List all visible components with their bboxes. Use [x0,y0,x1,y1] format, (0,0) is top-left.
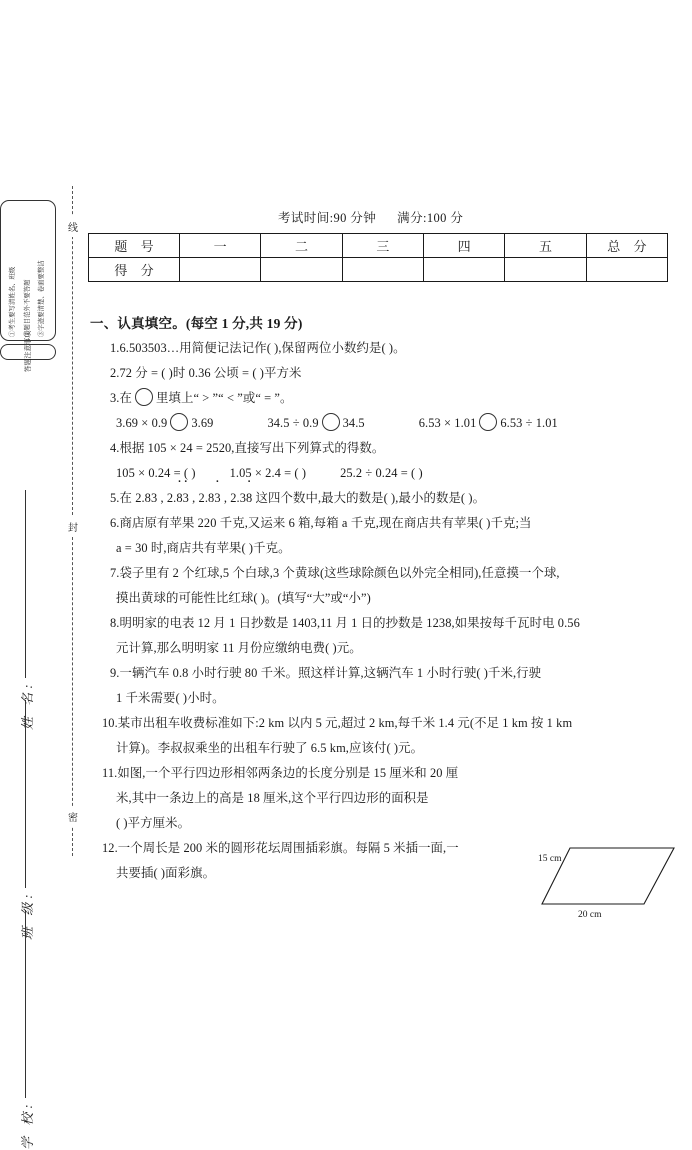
compare-circle-inline[interactable] [135,388,153,406]
score-cell-3[interactable] [342,258,423,282]
repeating-digit-a2: · 3 [183,486,189,511]
question-2-number: 2. [110,366,120,380]
compare-1-right: 3.69 [191,416,214,430]
question-2 [88,361,676,386]
parallelogram-shape [540,842,676,912]
question-8-number: 8. [110,616,120,630]
score-table-col-total: 总 分 [586,234,667,258]
question-1 [88,336,676,361]
calc-expr-1[interactable]: 105 × 0.24 = ( ) [116,466,196,480]
notice-box-label-text: 答题注意事项 [23,331,32,373]
question-1-text: 6.503503…用简便记法记作( ),保留两位小数约是( )。 [119,341,406,355]
question-9-line-2-wrap [88,686,676,711]
student-school-rule [24,910,26,1098]
question-9-line-2: 1 千米需要( )小时。 [116,691,225,705]
question-12-number: 12. [102,841,118,855]
section-1-title: 一、认真填空。(每空 1 分,共 19 分) [90,316,303,331]
notice-item-3: ③字迹要清楚、卷面要整洁 [37,260,45,337]
question-5-text-a: , 2.8 [188,491,215,505]
notice-item-list [0,200,56,341]
compare-2-left: 34.5 ÷ 0.9 [267,416,319,430]
compare-1-left: 3.69 × 0.9 [116,416,168,430]
calc-expr-3[interactable]: 25.2 ÷ 0.24 = ( ) [340,466,423,480]
question-7-line-2-wrap [88,586,676,611]
repeating-digit-b: · 3 [214,486,220,511]
question-5-prefix: 在 2.83 , 2. [119,491,177,505]
question-10-number: 10. [102,716,118,730]
question-5 [88,486,676,511]
question-10 [88,711,676,736]
question-7-line-1: 袋子里有 2 个红球,5 个白球,3 个黄球(这些球除颜色以外完全相同),任意摸一个球, [119,566,560,580]
question-4 [88,436,676,461]
calc-expr-2[interactable]: 1.05 × 2.4 = ( ) [229,466,307,480]
question-4-number: 4. [110,441,120,455]
score-cell-total[interactable] [586,258,667,282]
question-list [88,336,676,886]
compare-2-right: 34.5 [342,416,365,430]
student-class-field[interactable] [12,700,40,940]
score-table-col-1: 一 [180,234,261,258]
question-9-line-1: 一辆汽车 0.8 小时行驶 80 千米。照这样计算,这辆汽车 1 小时行驶( )千米,行驶 [119,666,542,680]
score-table-col-2: 二 [261,234,342,258]
score-cell-5[interactable] [505,258,586,282]
question-8-line-1: 明明家的电表 12 月 1 日抄数是 1403,11 月 1 日的抄数是 1238,如果按每千瓦时电 0.56 [119,616,580,630]
notice-item-2: ②题目范外不要答题 [23,279,31,337]
compare-circle-3[interactable] [479,413,497,431]
question-1-number: 1. [110,341,120,355]
seal-char-feng: 封 [66,516,80,537]
question-2-text: 72 分 = ( )时 0.36 公顷 = ( )平方米 [119,366,302,380]
question-10-line-1: 某市出租车收费标准如下:2 km 以内 5 元,超过 2 km,每千米 1.4 元(不足 1 km 按 1 km [117,716,573,730]
question-11 [88,761,676,786]
question-5-text-b: , 2.3 [220,491,247,505]
score-table-row-label-score: 得 分 [89,258,180,282]
compare-3-left: 6.53 × 1.01 [418,416,477,430]
score-table-row-label-question: 题 号 [89,234,180,258]
question-11-line-2: 米,其中一条边上的高是 18 厘米,这个平行四边形的面积是 [116,791,429,805]
question-11-line-2-wrap [88,786,676,811]
question-11-number: 11. [102,766,118,780]
answer-notice-box [0,200,56,373]
question-10-line-2-wrap [88,736,676,761]
question-4-text: 根据 105 × 24 = 2520,直接写出下列算式的得数。 [119,441,385,455]
student-name-rule [24,490,26,678]
student-class-label: 班 级: [19,890,35,940]
compare-circle-2[interactable] [322,413,340,431]
question-11-line-3[interactable]: ( )平方厘米。 [116,816,191,830]
question-7-number: 7. [110,566,120,580]
question-8 [88,611,676,636]
question-11-line-1: 如图,一个平行四边形相邻两条边的长度分别是 15 厘米和 20 厘 [117,766,459,780]
question-6-line-1: 商店原有苹果 220 千克,又运来 6 箱,每箱 a 千克,现在商店共有苹果( )千克;当 [119,516,532,530]
student-class-rule [24,700,26,888]
repeating-digit-c: · 8 [246,486,252,511]
student-name-label: 姓 名: [19,680,35,730]
question-7 [88,561,676,586]
table-row-scores [89,258,668,282]
question-3-text-pre: 在 [119,391,132,405]
question-6-line-2-wrap [88,536,676,561]
score-table-col-4: 四 [423,234,504,258]
figure-side-label: 15 cm [538,854,562,864]
left-margin-column [0,0,86,1150]
repeating-digit-a: · 8 [176,486,182,511]
exam-meta-line [278,208,463,226]
question-7-line-2: 摸出黄球的可能性比红球( )。(填写“大”或“小”) [116,591,371,605]
student-school-field[interactable] [12,910,40,1150]
exam-time-label: 考试时间:90 分钟 [278,211,377,225]
question-8-line-2: 元计算,那么明明家 11 月份应缴纳电费( )元。 [116,641,362,655]
seal-char-mi: 密 [66,806,80,827]
notice-box-label [0,331,56,373]
question-9 [88,661,676,686]
question-6 [88,511,676,536]
question-6-number: 6. [110,516,120,530]
question-8-line-2-wrap [88,636,676,661]
question-5-suffix: 这四个数中,最大的数是( ),最小的数是( )。 [252,491,486,505]
question-3-text-post: 里填上“ > ”“ < ”或“ = ”。 [156,391,293,405]
question-12-line-2: 共要插( )面彩旗。 [116,866,216,880]
table-row-question-numbers [89,234,668,258]
score-cell-4[interactable] [423,258,504,282]
question-11-line-3-wrap [88,811,676,836]
notice-item-1: ①考生要写清姓名、班级 [9,266,17,337]
compare-3-right: 6.53 ÷ 1.01 [500,416,558,430]
parallelogram-figure [540,842,676,928]
score-table [88,233,668,282]
question-12-line-1: 一个周长是 200 米的圆形花坛周围插彩旗。每隔 5 米插一面,一 [117,841,459,855]
score-table-col-5: 五 [505,234,586,258]
question-6-line-2: a = 30 时,商店共有苹果( )千克。 [116,541,291,555]
question-3 [88,386,676,411]
figure-base-label: 20 cm [578,910,602,920]
seal-line [66,186,80,856]
question-10-line-2: 计算)。李叔叔乘坐的出租车行驶了 6.5 km,应该付( )元。 [116,741,424,755]
question-9-number: 9. [110,666,120,680]
full-score-label: 满分:100 分 [397,211,464,225]
seal-char-xian: 线 [66,216,80,237]
student-school-label: 学 校: [19,1100,35,1150]
question-3-compare-row [88,411,676,436]
student-name-field[interactable] [12,490,40,730]
score-table-col-3: 三 [342,234,423,258]
score-cell-2[interactable] [261,258,342,282]
question-3-number: 3. [110,391,120,405]
question-5-number: 5. [110,491,120,505]
main-content [88,0,676,1024]
score-cell-1[interactable] [180,258,261,282]
compare-circle-1[interactable] [170,413,188,431]
